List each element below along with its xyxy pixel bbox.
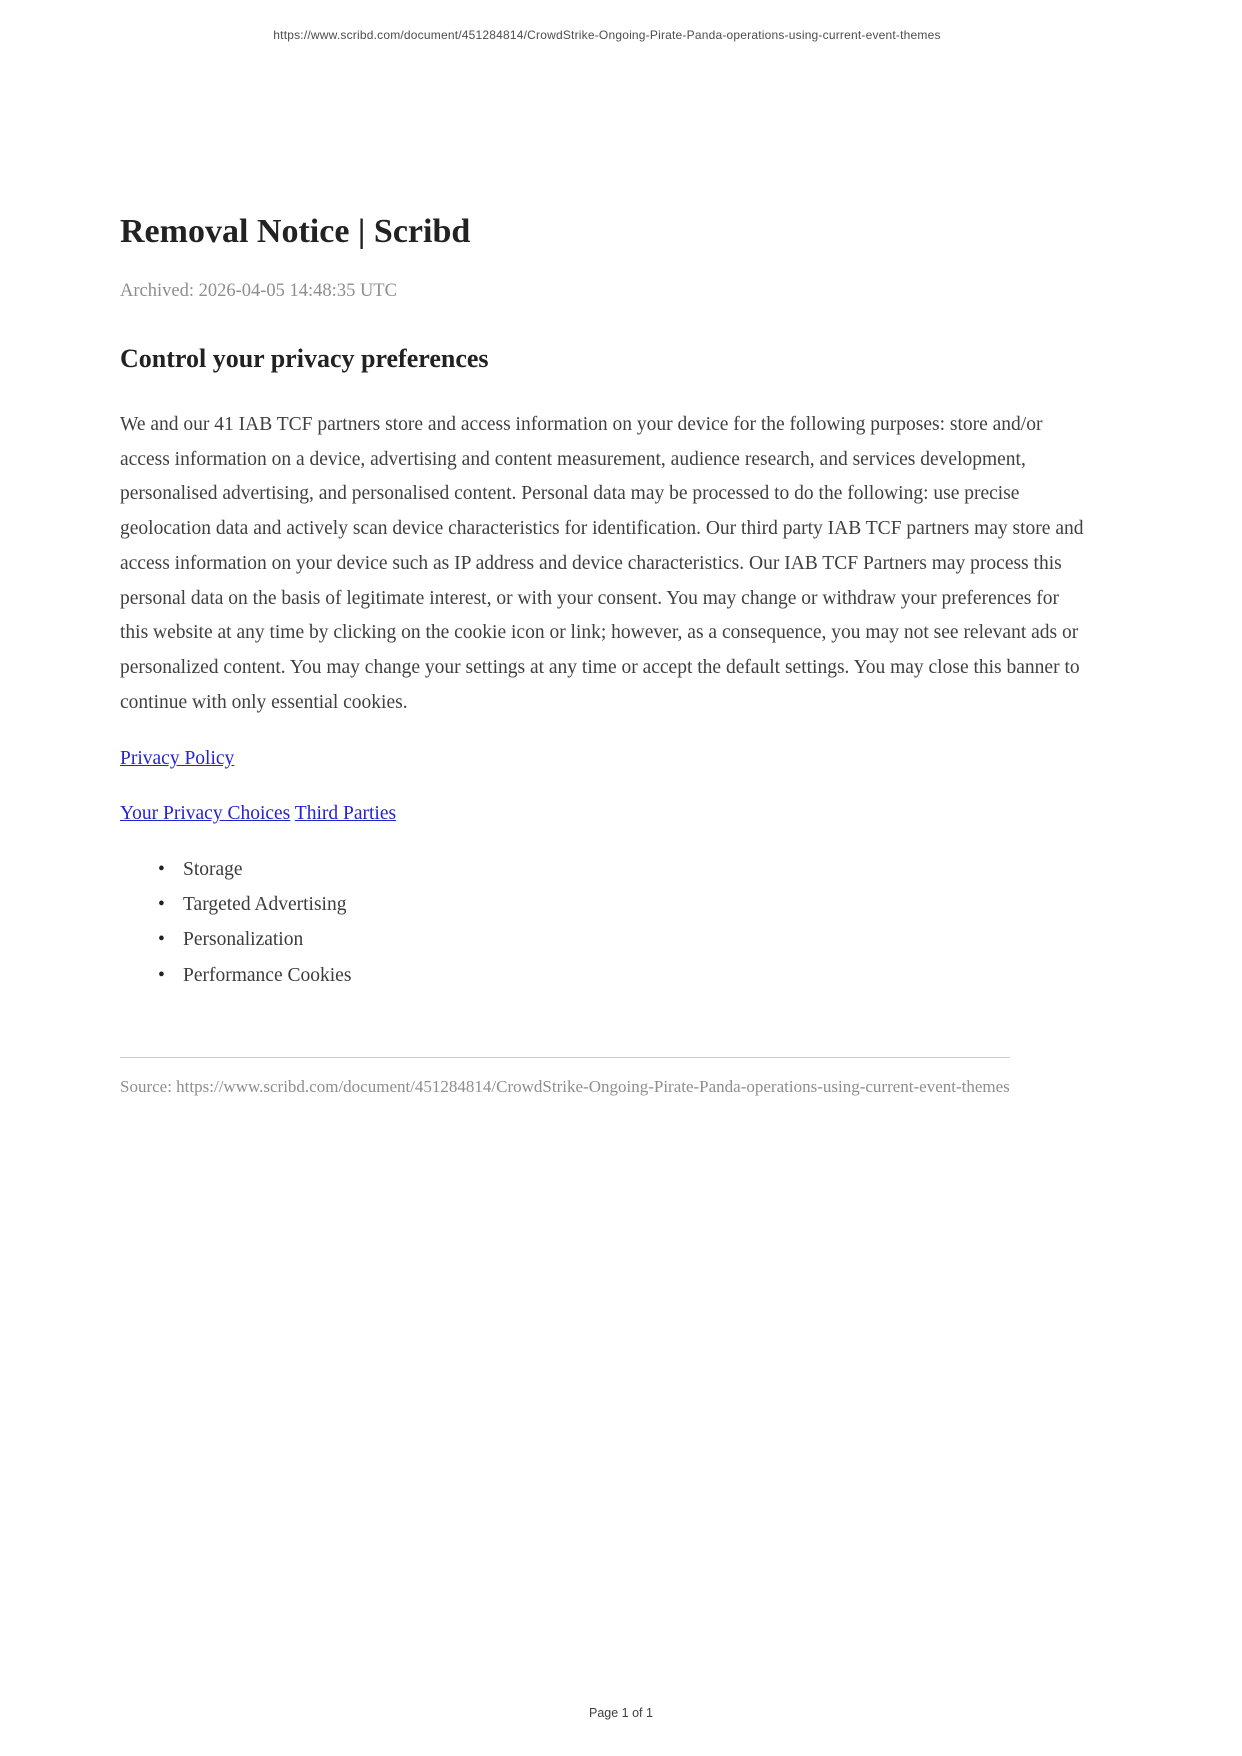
bullet-icon: • (158, 894, 165, 916)
list-item-label: Personalization (183, 929, 304, 951)
source-line: Source: https://www.scribd.com/document/451284814/CrowdStrike-Ongoing-Pirate-Panda-operations-using-current-event-themes (120, 1077, 1010, 1096)
divider (120, 1057, 1010, 1058)
list-item (158, 958, 352, 993)
page-number: Page 1 of 1 (589, 1706, 653, 1720)
print-header-url: https://www.scribd.com/document/451284814/CrowdStrike-Ongoing-Pirate-Panda-operations-using-current-event-themes (273, 28, 941, 42)
list-item-label: Performance Cookies (183, 964, 352, 986)
privacy-policy-row (120, 742, 234, 776)
bullet-icon: • (158, 929, 165, 951)
third-parties-link[interactable]: Third Parties (294, 803, 397, 824)
archived-timestamp: Archived: 2026-04-05 14:48:35 UTC (120, 281, 397, 301)
purposes-list (120, 852, 351, 993)
list-item (158, 852, 351, 887)
section-heading: Control your privacy preferences (120, 344, 489, 373)
privacy-policy-link[interactable]: Privacy Policy (120, 748, 235, 769)
list-item (158, 887, 351, 922)
bullet-icon: • (158, 859, 165, 880)
list-item (158, 922, 351, 957)
your-privacy-choices-link[interactable]: Your Privacy Choices (120, 803, 291, 824)
list-item-label: Targeted Advertising (183, 894, 347, 916)
list-item-label: Storage (183, 859, 243, 880)
bullet-icon: • (158, 964, 165, 986)
privacy-choices-row (120, 797, 396, 831)
page-title: Removal Notice | Scribd (120, 213, 471, 250)
consent-paragraph: We and our 41 IAB TCF partners store and access information on your device for the following purposes: store and/or access information on a device, advertising and content measurement, audience research, and services development, personalised advertising, and personalised content. Personal data may be processed to do the following: use precise geolocation data and actively scan device characteristics for identification. Our third party IAB TCF partners may store and access information on your device such as IP address and device characteristics. Our IAB TCF Partners may process this personal data on the basis of legitimate interest, or with your consent. You may change or withdraw your preferences for this website at any time by clicking on the cookie icon or link; however, as a consequence, you may not see relevant ads or personalized content. You may change your settings at any time or accept the default settings. You may close this banner to continue with only essential cookies. (120, 414, 1084, 713)
